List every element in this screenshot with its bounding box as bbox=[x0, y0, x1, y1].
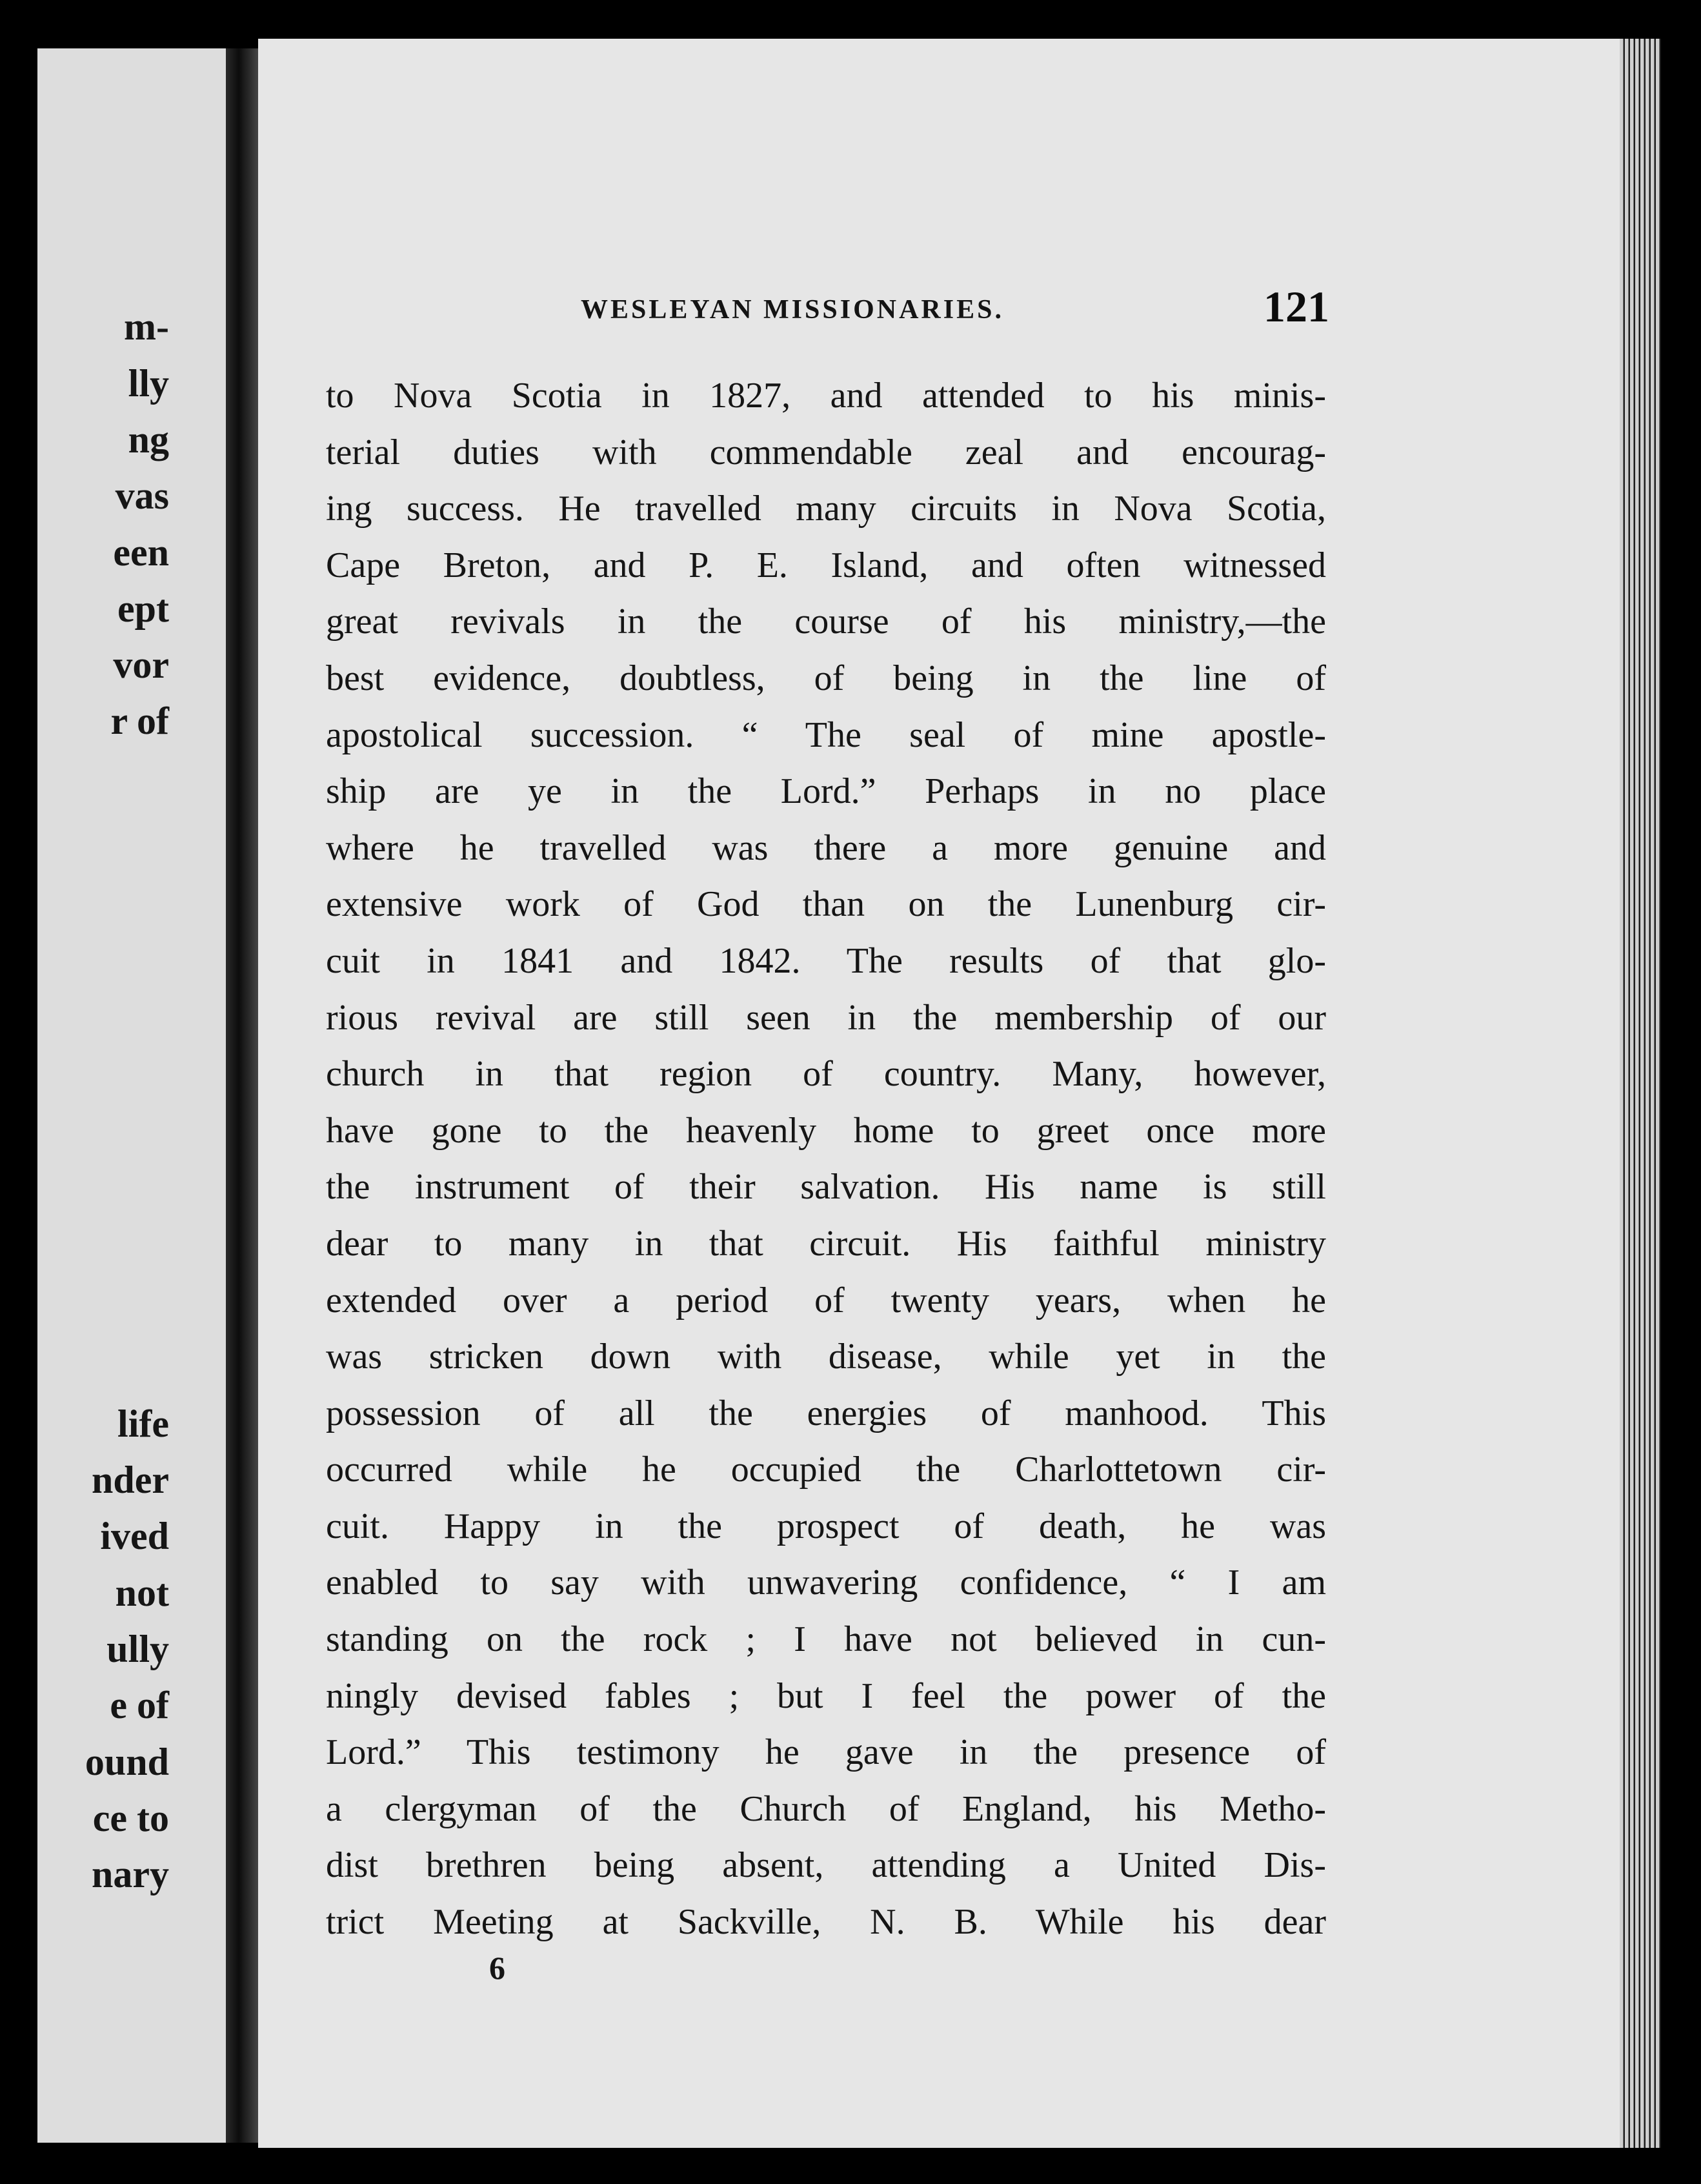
left-fragment: not bbox=[115, 1572, 169, 1614]
text-line: apostolical succession. “ The seal of mine apostle- bbox=[326, 714, 1326, 755]
left-fragment: r of bbox=[110, 700, 169, 742]
text-line: great revivals in the course of his ministry,—the bbox=[326, 602, 1326, 642]
left-fragment: ng bbox=[128, 418, 169, 461]
left-fragment: life bbox=[117, 1402, 169, 1445]
left-fragment: vas bbox=[115, 474, 169, 517]
text-line: dist brethren being absent, attending a United Dis- bbox=[326, 1845, 1326, 1886]
left-fragment: e of bbox=[110, 1684, 169, 1726]
text-line: extensive work of God than on the Lunenburg cir- bbox=[326, 884, 1326, 925]
left-fragment: ce to bbox=[92, 1797, 169, 1839]
text-line: dear to many in that circuit. His faithful ministry bbox=[326, 1223, 1326, 1264]
text-line: a clergyman of the Church of England, his Metho- bbox=[326, 1788, 1326, 1829]
text-line: extended over a period of twenty years, when he bbox=[326, 1280, 1326, 1320]
text-line: cuit in 1841 and 1842. The results of that glo- bbox=[326, 940, 1326, 981]
text-line: Cape Breton, and P. E. Island, and often witnessed bbox=[326, 545, 1326, 585]
text-line: rious revival are still seen in the membership of our bbox=[326, 997, 1326, 1038]
text-line: was stricken down with disease, while yet in the bbox=[326, 1337, 1326, 1377]
body-text bbox=[326, 368, 1326, 1951]
text-line: possession of all the energies of manhood. This bbox=[326, 1393, 1326, 1433]
left-page-text-fragments bbox=[37, 307, 226, 1921]
text-line: where he travelled was there a more genuine and bbox=[326, 827, 1326, 868]
text-line: trict Meeting at Sackville, N. B. While his dear bbox=[326, 1902, 1326, 1943]
text-line: ing success. He travelled many circuits in Nova Scotia, bbox=[326, 489, 1326, 529]
left-fragment: vor bbox=[113, 643, 169, 686]
text-line: standing on the rock ; I have not believed in cun- bbox=[326, 1619, 1326, 1660]
text-line: best evidence, doubtless, of being in the line of bbox=[326, 658, 1326, 698]
left-fragment: ived bbox=[100, 1515, 169, 1557]
page-number: 121 bbox=[1263, 282, 1329, 331]
text-line: ship are ye in the Lord.” Perhaps in no place bbox=[326, 771, 1326, 812]
left-fragment: ept bbox=[117, 587, 169, 630]
left-fragment: ound bbox=[85, 1741, 169, 1783]
left-fragment: een bbox=[113, 531, 169, 574]
text-line: Lord.” This testimony he gave in the presence of bbox=[326, 1732, 1326, 1773]
left-fragment: ully bbox=[106, 1628, 169, 1670]
page-edges bbox=[1620, 39, 1661, 2148]
book-gutter bbox=[226, 48, 258, 2143]
signature-mark: 6 bbox=[489, 1950, 505, 1986]
text-line: the instrument of their salvation. His name is still bbox=[326, 1167, 1326, 1208]
left-fragment: nary bbox=[92, 1853, 169, 1896]
text-line: occurred while he occupied the Charlottetown cir- bbox=[326, 1450, 1326, 1490]
running-head: WESLEYAN MISSIONARIES. bbox=[581, 295, 1004, 325]
left-fragment: nder bbox=[92, 1459, 169, 1501]
text-line: have gone to the heavenly home to greet once more bbox=[326, 1110, 1326, 1151]
left-fragment: lly bbox=[128, 362, 169, 405]
text-line: enabled to say with unwavering confidence, “ I am bbox=[326, 1562, 1326, 1603]
text-line: church in that region of country. Many, however, bbox=[326, 1054, 1326, 1095]
text-line: to Nova Scotia in 1827, and attended to his minis- bbox=[326, 376, 1326, 416]
text-line: ningly devised fables ; but I feel the power of the bbox=[326, 1675, 1326, 1716]
left-fragment: m- bbox=[124, 305, 169, 348]
text-line: cuit. Happy in the prospect of death, he was bbox=[326, 1506, 1326, 1546]
text-line: terial duties with commendable zeal and encourag- bbox=[326, 432, 1326, 472]
page-header bbox=[336, 281, 1329, 333]
